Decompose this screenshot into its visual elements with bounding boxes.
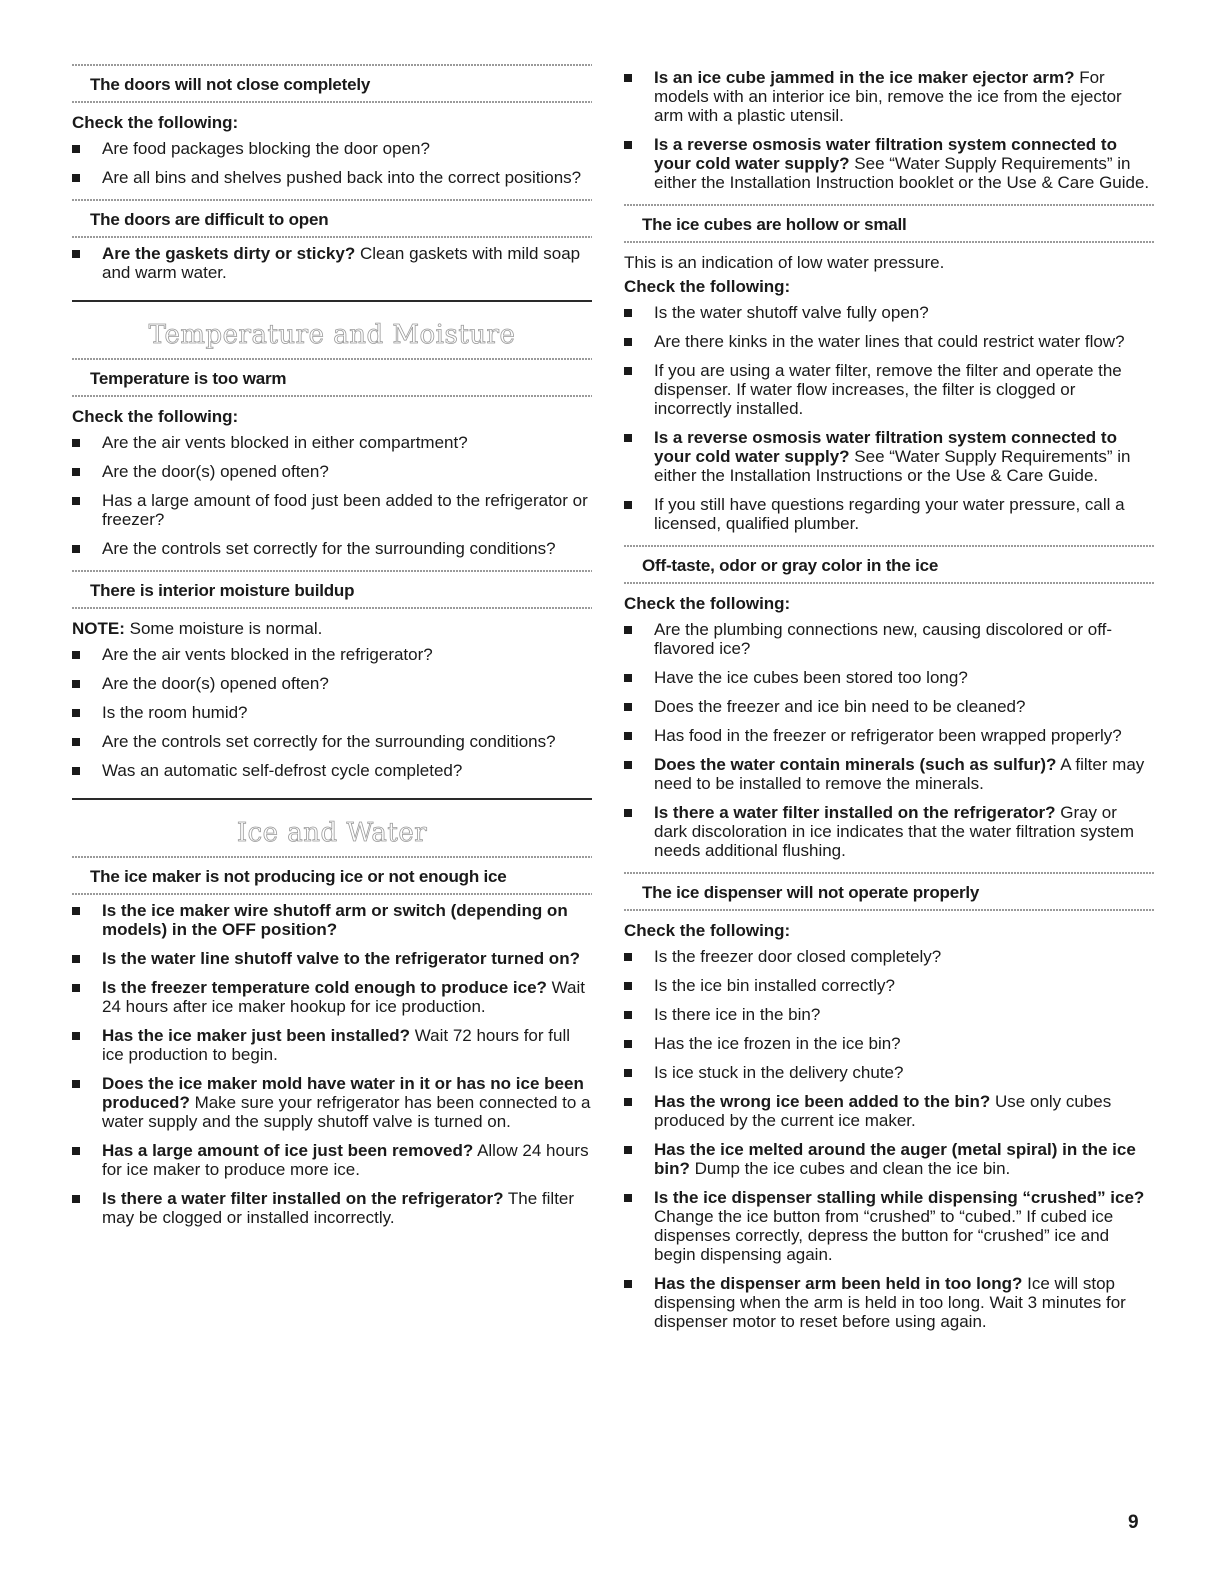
item-question: Does the ice maker mold have water in it or has no ice been produced? (102, 1074, 584, 1112)
item-answer: Make sure your refrigerator has been connected to a water supply and the supply shutoff valve is turned on. (102, 1093, 591, 1131)
list-item (624, 726, 1154, 745)
list-item: Are food packages blocking the door open? (72, 139, 592, 158)
list-item: Are the door(s) opened often? (72, 462, 592, 481)
item-answer: See “Water Supply Requirements” in either the Installation Instructions or the Use & Care Guide. (654, 447, 1131, 485)
list-item (624, 495, 1154, 533)
item-answer: Is there ice in the bin? (654, 1005, 821, 1024)
list-item: Has a large amount of food just been added to the refrigerator or freezer? (72, 491, 592, 529)
heading-doors-open: The doors are difficult to open (72, 197, 592, 238)
moisture-list (72, 645, 592, 780)
list-item (72, 1141, 592, 1179)
list-item: Are the controls set correctly for the surrounding conditions? (72, 539, 592, 558)
note-text: Some moisture is normal. (124, 619, 323, 638)
list-item: Are all bins and shelves pushed back into the correct positions? (72, 168, 592, 187)
item-answer: Are the plumbing connections new, causing discolored or off-flavored ice? (654, 620, 1113, 658)
item-answer: Wait 24 hours after ice maker hookup for ice production. (102, 978, 586, 1016)
list-item (624, 361, 1154, 418)
list-item (72, 1074, 592, 1131)
item-answer: If you are using a water filter, remove the filter and operate the dispenser. If water flow increases, the filter is clogged or incorrectly installed. (654, 361, 1122, 418)
item-answer: Wait 72 hours for full ice production to begin. (102, 1026, 571, 1064)
list-item (624, 332, 1154, 351)
item-answer: Have the ice cubes been stored too long? (654, 668, 968, 687)
section-title-ice-water: Ice and Water (236, 818, 428, 848)
item-question: Is the ice dispenser stalling while dispensing “crushed” ice? (654, 1188, 1145, 1207)
heading-dispenser: The ice dispenser will not operate properly (624, 870, 1154, 911)
list-item (624, 1188, 1154, 1264)
item-question: Has the ice maker just been installed? (102, 1026, 411, 1045)
intro-text: This is an indication of low water pressure. (624, 253, 945, 272)
item-answer: See “Water Supply Requirements” in either the Installation Instruction booklet or the Use & Care Guide. (654, 154, 1150, 192)
item-question: Is the freezer temperature cold enough to produce ice? (102, 978, 547, 997)
list-item (624, 68, 1154, 125)
item-answer: The filter may be clogged or installed incorrectly. (102, 1189, 575, 1227)
check-label: Check the following: (72, 407, 239, 426)
note (72, 619, 592, 639)
item-question: Are the gaskets dirty or sticky? (102, 244, 356, 263)
list-item (624, 1274, 1154, 1331)
item-question: Has the dispenser arm been held in too long? (654, 1274, 1023, 1293)
item-answer: Has food in the freezer or refrigerator been wrapped properly? (654, 726, 1122, 745)
list-item: Are the air vents blocked in the refrigerator? (72, 645, 592, 664)
list-item (624, 1005, 1154, 1024)
item-question: Has a large amount of ice just been removed? (102, 1141, 474, 1160)
check-label: Check the following: (624, 277, 791, 296)
item-question: Is a reverse osmosis water filtration system connected to your cold water supply? (654, 135, 1117, 173)
too-warm-list (72, 433, 592, 558)
heading-hollow: The ice cubes are hollow or small (624, 202, 1154, 243)
list-item (72, 978, 592, 1016)
list-item (72, 949, 592, 968)
item-answer: Ice will stop dispensing when the arm is held in too long. Wait 3 minutes for dispenser motor to reset before using again. (654, 1274, 1126, 1331)
item-answer: Does the freezer and ice bin need to be cleaned? (654, 697, 1026, 716)
list-item (624, 697, 1154, 716)
list-item (72, 1189, 592, 1227)
list-item (72, 901, 592, 939)
list-item (624, 428, 1154, 485)
item-question: Is there a water filter installed on the refrigerator? (102, 1189, 504, 1208)
dispenser-list (624, 947, 1154, 1331)
list-item (624, 976, 1154, 995)
list-item (624, 303, 1154, 322)
left-column (72, 62, 592, 1237)
item-answer: Is ice stuck in the delivery chute? (654, 1063, 904, 1082)
hollow-list (624, 303, 1154, 533)
offtaste-list (624, 620, 1154, 860)
item-answer: Is the ice bin installed correctly? (654, 976, 895, 995)
item-question: Is the water line shutoff valve to the refrigerator turned on? (102, 949, 580, 968)
list-item: Are the air vents blocked in either compartment? (72, 433, 592, 452)
item-answer: If you still have questions regarding your water pressure, call a licensed, qualified plumber. (654, 495, 1125, 533)
heading-doors-close: The doors will not close completely (72, 62, 592, 103)
list-item (72, 1026, 592, 1064)
list-item (624, 135, 1154, 192)
item-answer: Change the ice button from “crushed” to “cubed.” If cubed ice dispenses correctly, depress the button for “crushed” ice and begin dispensing again. (654, 1207, 1114, 1264)
item-answer: Is the water shutoff valve fully open? (654, 303, 929, 322)
item-question: Does the water contain minerals (such as sulfur)? (654, 755, 1057, 774)
note-label: NOTE: (72, 619, 125, 638)
right-column (624, 62, 1154, 1341)
list-item: Was an automatic self-defrost cycle completed? (72, 761, 592, 780)
list-item (624, 1092, 1154, 1130)
item-question: Is a reverse osmosis water filtration system connected to your cold water supply? (654, 428, 1117, 466)
page-number: 9 (1128, 1512, 1139, 1533)
list-item (624, 668, 1154, 687)
item-answer: A filter may need to be installed to remove the minerals. (654, 755, 1145, 793)
heading-too-warm: Temperature is too warm (72, 356, 592, 397)
doors-close-list (72, 139, 592, 187)
section-title-temperature: Temperature and Moisture (148, 320, 516, 350)
item-answer: Use only cubes produced by the current ice maker. (654, 1092, 1112, 1130)
doors-open-list (72, 244, 592, 282)
check-label: Check the following: (624, 921, 791, 940)
heading-not-producing: The ice maker is not producing ice or not enough ice (72, 854, 592, 895)
item-question: Has the wrong ice been added to the bin? (654, 1092, 991, 1111)
not-producing-list (72, 901, 592, 1227)
list-item: Is the room humid? (72, 703, 592, 722)
list-item (624, 1140, 1154, 1178)
continued-list (624, 68, 1154, 192)
item-answer: For models with an interior ice bin, remove the ice from the ejector arm with a plastic utensil. (654, 68, 1122, 125)
heading-offtaste: Off-taste, odor or gray color in the ice (624, 543, 1154, 584)
item-answer: Dump the ice cubes and clean the ice bin. (689, 1159, 1011, 1178)
check-label: Check the following: (624, 594, 791, 613)
list-item (624, 803, 1154, 860)
list-item: Are the door(s) opened often? (72, 674, 592, 693)
item-question: Is an ice cube jammed in the ice maker ejector arm? (654, 68, 1075, 87)
list-item (624, 1063, 1154, 1082)
list-item: Are the controls set correctly for the surrounding conditions? (72, 732, 592, 751)
item-question: Has the ice melted around the auger (metal spiral) in the ice bin? (654, 1140, 1136, 1178)
list-item (624, 1034, 1154, 1053)
list-item (624, 947, 1154, 966)
item-question: Is there a water filter installed on the refrigerator? (654, 803, 1056, 822)
item-answer: Has the ice frozen in the ice bin? (654, 1034, 901, 1053)
item-answer: Allow 24 hours for ice maker to produce more ice. (102, 1141, 589, 1179)
item-answer: Clean gaskets with mild soap and warm water. (102, 244, 581, 282)
list-item (624, 620, 1154, 658)
item-question: Is the ice maker wire shutoff arm or switch (depending on models) in the OFF position? (102, 901, 568, 939)
item-answer: Gray or dark discoloration in ice indicates that the water filtration system needs additional flushing. (654, 803, 1135, 860)
list-item (624, 755, 1154, 793)
item-answer: Is the freezer door closed completely? (654, 947, 942, 966)
check-label: Check the following: (72, 113, 239, 132)
heading-moisture: There is interior moisture buildup (72, 568, 592, 609)
item-answer: Are there kinks in the water lines that could restrict water flow? (654, 332, 1125, 351)
list-item (72, 244, 592, 282)
